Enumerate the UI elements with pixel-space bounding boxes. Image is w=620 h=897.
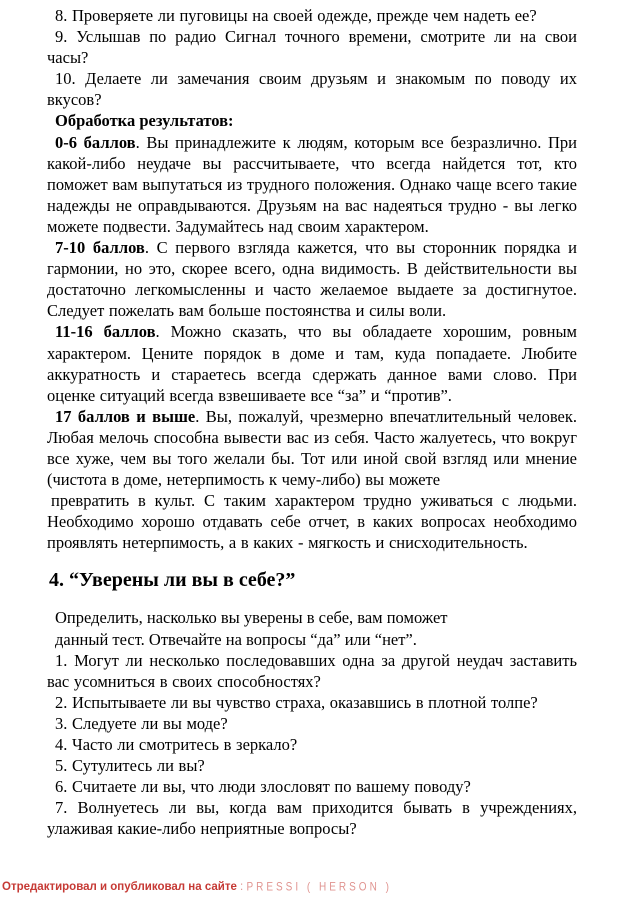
- score-range: 0-6 баллов: [55, 132, 136, 152]
- question-item: 9. Услышав по радио Сигнал точного времени, смотрите ли на свои часы?: [47, 27, 577, 68]
- intro-line: Определить, насколько вы уверены в себе, вам поможет: [55, 608, 448, 628]
- result-text: . Вы, пожалуй, чрезмерно впечатлительный человек. Любая мелочь способна вывести вас из себя. Часто жалуетесь, что вокруг все хуже, чем вы того желали бы. Тот или иной свой взгляд или мнение (чистота в доме, нетерпимость к чему-либо) вы можете: [47, 406, 578, 490]
- section-heading: 4. “Уверены ли вы в себе?”: [49, 569, 296, 592]
- question-item: 1. Могут ли несколько последовавших одна за другой неудач заставить вас усомниться в своих способностях?: [47, 650, 577, 691]
- intro-line: данный тест. Отвечайте на вопросы “да” или “нет”.: [55, 629, 417, 649]
- footer-separator: :: [236, 881, 247, 893]
- site-watermark: PRESSI ( HERSON ): [246, 881, 392, 894]
- question-item: 4. Часто ли смотритесь в зеркало?: [55, 735, 298, 754]
- question-item: 6. Считаете ли вы, что люди злословят по вашему поводу?: [55, 777, 471, 797]
- question-item: 8. Проверяете ли пуговицы на своей одежде, прежде чем надеть ее?: [55, 6, 537, 25]
- question-item: 5. Сутулитесь ли вы?: [55, 756, 205, 776]
- score-range: 11-16 баллов: [55, 322, 156, 342]
- results-heading: Обработка результатов:: [55, 111, 234, 131]
- result-paragraph: [47, 321, 577, 405]
- question-item: 2. Испытываете ли вы чувство страха, оказавшись в плотной толпе?: [55, 692, 538, 712]
- score-range: 17 баллов и выше: [55, 406, 196, 426]
- result-text: . Можно сказать, что вы обладаете хорошим, ровным характером. Цените порядок в доме и там, куда попадаете. Любите аккуратность и стараетесь всегда сдержать данное вами слово. При оценке ситуаций всегда взвешиваете все “за” и “против”.: [47, 322, 577, 405]
- result-paragraph: [47, 406, 577, 490]
- result-paragraph-continuation: превратить в культ. С таким характером трудно уживаться с людьми. Необходимо хорошо отдавать себе отчет, в каких вопросах необходимо проявлять нетерпимость, а в каких - мягкость и снисходительность.: [47, 491, 577, 553]
- result-text: . С первого взгляда кажется, что вы сторонник порядка и гармонии, но это, скорее всего, одна видимость. В действительности вы достаточно легкомысленны и часто желаемое выдаете за достигнутое. Следует пожелать вам больше постоянства и силы воли.: [47, 238, 577, 321]
- result-text: . Вы принадлежите к людям, которым все безразлично. При какой-либо неудаче вы рассчитываете, что всегда найдется тот, кто поможет вам выпутаться из трудного положения. Однако чаще всего такие надежды не оправдываются. Друзьям на вас надеяться трудно - вы легко можете подвести. Задумайтесь над своим характером.: [47, 132, 578, 236]
- question-item: 3. Следуете ли вы моде?: [55, 713, 228, 733]
- footer-credit: [2, 881, 392, 893]
- result-paragraph: [47, 132, 577, 237]
- question-item: 7. Волнуетесь ли вы, когда вам приходится бывать в учреждениях, улаживая какие-либо неприятные вопросы?: [47, 798, 577, 839]
- question-item: 10. Делаете ли замечания своим друзьям и знакомым по поводу их вкусов?: [47, 69, 577, 110]
- footer-credit-label: Отредактировал и опубликовал на сайте: [2, 881, 237, 893]
- result-paragraph: [47, 237, 577, 321]
- score-range: 7-10 баллов: [55, 238, 145, 258]
